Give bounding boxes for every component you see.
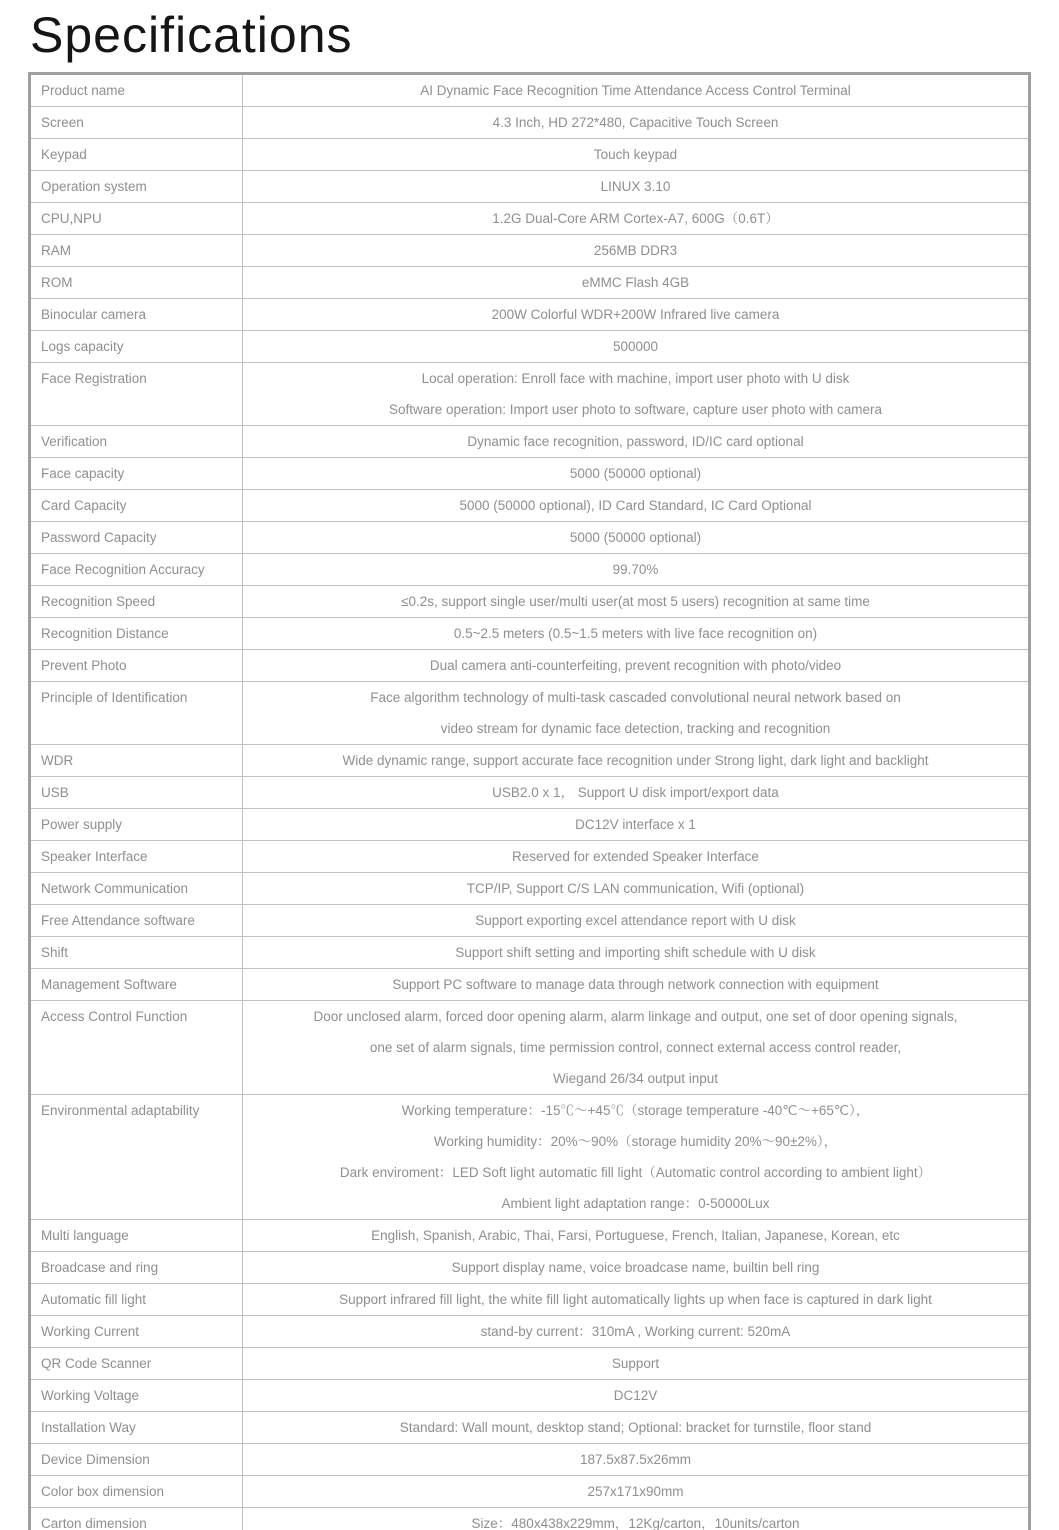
spec-value (243, 969, 1030, 1001)
spec-row (30, 235, 1030, 267)
spec-label: Operation system (30, 171, 243, 203)
spec-label: Device Dimension (30, 1444, 243, 1476)
spec-row (30, 1444, 1030, 1476)
spec-value (243, 1095, 1030, 1220)
spec-value (243, 554, 1030, 586)
spec-value-line: 1.2G Dual-Core ARM Cortex-A7, 600G（0.6T） (492, 211, 779, 226)
spec-label: Screen (30, 107, 243, 139)
spec-label: Face Registration (30, 363, 243, 426)
spec-value-line: Dynamic face recognition, password, ID/IC card optional (467, 434, 804, 449)
spec-label: Card Capacity (30, 490, 243, 522)
spec-row (30, 1508, 1030, 1530)
spec-label: Face capacity (30, 458, 243, 490)
spec-value-line: Software operation: Import user photo to software, capture user photo with camera (388, 402, 882, 417)
spec-label: Keypad (30, 139, 243, 171)
spec-value-line: Support PC software to manage data through network connection with equipment (392, 977, 879, 992)
spec-value (243, 937, 1030, 969)
spec-label: Management Software (30, 969, 243, 1001)
spec-value (243, 299, 1030, 331)
spec-label: Carton dimension (30, 1508, 243, 1530)
spec-row (30, 777, 1030, 809)
spec-value-line: Wide dynamic range, support accurate face recognition under Strong light, dark light and backlight (342, 753, 929, 768)
spec-row (30, 969, 1030, 1001)
spec-label: Principle of Identification (30, 682, 243, 745)
spec-label: Face Recognition Accuracy (30, 554, 243, 586)
spec-value-line: DC12V interface x 1 (575, 817, 696, 832)
spec-row (30, 1412, 1030, 1444)
spec-label: Multi language (30, 1220, 243, 1252)
spec-label: Speaker Interface (30, 841, 243, 873)
spec-value (243, 74, 1030, 107)
spec-label: Network Communication (30, 873, 243, 905)
spec-value (243, 522, 1030, 554)
spec-row (30, 426, 1030, 458)
spec-value-line: DC12V (613, 1388, 658, 1403)
spec-label: Recognition Speed (30, 586, 243, 618)
spec-value-line: Support shift setting and importing shift schedule with U disk (455, 945, 816, 960)
spec-value-line: TCP/IP, Support C/S LAN communication, Wifi (optional) (466, 881, 805, 896)
spec-row (30, 299, 1030, 331)
spec-value (243, 745, 1030, 777)
spec-value (243, 841, 1030, 873)
spec-label: ROM (30, 267, 243, 299)
spec-value-line: USB2.0 x 1， Support U disk import/export data (492, 785, 779, 800)
spec-value (243, 809, 1030, 841)
spec-row (30, 873, 1030, 905)
specifications-table-body (30, 74, 1030, 1530)
spec-row (30, 650, 1030, 682)
spec-value-line: Wiegand 26/34 output input (552, 1071, 719, 1086)
spec-value-line: video stream for dynamic face detection, tracking and recognition (440, 721, 831, 736)
spec-value (243, 331, 1030, 363)
spec-value (243, 873, 1030, 905)
spec-value (243, 1508, 1030, 1530)
spec-value-line: stand-by current：310mA , Working current: 520mA (480, 1324, 791, 1339)
spec-row (30, 74, 1030, 107)
spec-row (30, 1316, 1030, 1348)
spec-label: RAM (30, 235, 243, 267)
spec-label: Free Attendance software (30, 905, 243, 937)
spec-value (243, 107, 1030, 139)
specifications-table (28, 72, 1031, 1530)
spec-label: Password Capacity (30, 522, 243, 554)
spec-value (243, 139, 1030, 171)
spec-row (30, 522, 1030, 554)
spec-value-line: Size：480x438x229mm，12Kg/carton，10units/carton (471, 1516, 800, 1530)
spec-value (243, 1284, 1030, 1316)
spec-row (30, 490, 1030, 522)
spec-row (30, 107, 1030, 139)
spec-row (30, 1252, 1030, 1284)
spec-row (30, 905, 1030, 937)
spec-value-line: 4.3 Inch, HD 272*480, Capacitive Touch Screen (492, 115, 779, 130)
spec-label: Broadcase and ring (30, 1252, 243, 1284)
spec-value-line: Dual camera anti-counterfeiting, prevent recognition with photo/video (429, 658, 842, 673)
spec-label: Prevent Photo (30, 650, 243, 682)
spec-value (243, 586, 1030, 618)
spec-value (243, 1252, 1030, 1284)
spec-label: Verification (30, 426, 243, 458)
spec-value-line: English, Spanish, Arabic, Thai, Farsi, Portuguese, French, Italian, Japanese, Korean, etc (371, 1228, 900, 1243)
spec-label: Automatic fill light (30, 1284, 243, 1316)
spec-value (243, 267, 1030, 299)
spec-value (243, 650, 1030, 682)
spec-value-line: Door unclosed alarm, forced door opening alarm, alarm linkage and output, one set of door opening signals, (313, 1009, 958, 1024)
spec-value-line: AI Dynamic Face Recognition Time Attendance Access Control Terminal (420, 83, 851, 98)
spec-label: Power supply (30, 809, 243, 841)
spec-row (30, 363, 1030, 426)
spec-row (30, 1001, 1030, 1095)
spec-value-line: Dark enviroment：LED Soft light automatic fill light（Automatic control according to ambient light） (339, 1165, 932, 1180)
spec-label: Access Control Function (30, 1001, 243, 1095)
spec-label: Binocular camera (30, 299, 243, 331)
spec-row (30, 171, 1030, 203)
spec-value (243, 618, 1030, 650)
spec-row (30, 1095, 1030, 1220)
spec-row (30, 139, 1030, 171)
spec-label: USB (30, 777, 243, 809)
spec-row (30, 267, 1030, 299)
spec-value-line: Touch keypad (593, 147, 678, 162)
spec-value-line: 5000 (50000 optional) (569, 466, 702, 481)
spec-value (243, 682, 1030, 745)
spec-value-line: 257x171x90mm (587, 1484, 684, 1499)
spec-label: Recognition Distance (30, 618, 243, 650)
spec-value (243, 203, 1030, 235)
spec-value-line: Support display name, voice broadcase name, builtin bell ring (451, 1260, 820, 1275)
spec-label: Logs capacity (30, 331, 243, 363)
spec-value-line: eMMC Flash 4GB (581, 275, 690, 290)
spec-value (243, 1444, 1030, 1476)
spec-value-line: Support infrared fill light, the white fill light automatically lights up when face is captured in dark light (339, 1292, 932, 1307)
spec-value-line: 200W Colorful WDR+200W Infrared live camera (491, 307, 780, 322)
spec-label: Shift (30, 937, 243, 969)
spec-value-line: Working humidity：20%～90%（storage humidity 20%～90±2%）， (433, 1134, 838, 1149)
spec-row (30, 841, 1030, 873)
spec-value (243, 490, 1030, 522)
spec-value (243, 1348, 1030, 1380)
spec-label: WDR (30, 745, 243, 777)
spec-value-line: Support (611, 1356, 660, 1371)
spec-value-line: Face algorithm technology of multi-task cascaded convolutional neural network based on (370, 690, 901, 705)
spec-label: QR Code Scanner (30, 1348, 243, 1380)
spec-value (243, 363, 1030, 426)
spec-value (243, 1412, 1030, 1444)
spec-value-line: one set of alarm signals, time permission control, connect external access control reader, (369, 1040, 902, 1055)
spec-label: Product name (30, 74, 243, 107)
spec-label: Working Current (30, 1316, 243, 1348)
spec-value (243, 458, 1030, 490)
spec-value-line: 5000 (50000 optional) (569, 530, 702, 545)
spec-row (30, 554, 1030, 586)
spec-row (30, 618, 1030, 650)
spec-label: Color box dimension (30, 1476, 243, 1508)
spec-label: Environmental adaptability (30, 1095, 243, 1220)
spec-value-line: ≤0.2s, support single user/multi user(at most 5 users) recognition at same time (401, 594, 870, 609)
spec-value-line: 99.70% (612, 562, 659, 577)
spec-value-line: Working temperature：-15℃～+45℃（storage temperature -40℃～+65℃）， (401, 1103, 870, 1118)
spec-value-line: Reserved for extended Speaker Interface (512, 849, 759, 864)
spec-value-line: 187.5x87.5x26mm (579, 1452, 692, 1467)
spec-value (243, 426, 1030, 458)
spec-row (30, 1284, 1030, 1316)
spec-value-line: 0.5~2.5 meters (0.5~1.5 meters with live face recognition on) (453, 626, 818, 641)
spec-row (30, 937, 1030, 969)
spec-value-line: Standard: Wall mount, desktop stand; Optional: bracket for turnstile, floor stand (399, 1420, 872, 1435)
spec-row (30, 1476, 1030, 1508)
spec-label: CPU,NPU (30, 203, 243, 235)
spec-row (30, 745, 1030, 777)
spec-value (243, 1476, 1030, 1508)
spec-row (30, 1348, 1030, 1380)
spec-value (243, 1001, 1030, 1095)
spec-row (30, 1380, 1030, 1412)
spec-row (30, 809, 1030, 841)
spec-value-line: LINUX 3.10 (600, 179, 671, 194)
spec-value (243, 235, 1030, 267)
spec-value-line: Local operation: Enroll face with machine, import user photo with U disk (421, 371, 850, 386)
spec-row (30, 682, 1030, 745)
spec-value-line: 256MB DDR3 (593, 243, 678, 258)
spec-value (243, 777, 1030, 809)
spec-label: Installation Way (30, 1412, 243, 1444)
spec-row (30, 458, 1030, 490)
spec-value (243, 1316, 1030, 1348)
spec-value (243, 1380, 1030, 1412)
spec-value-line: 5000 (50000 optional), ID Card Standard, IC Card Optional (459, 498, 812, 513)
spec-value-line: Support exporting excel attendance report with U disk (475, 913, 796, 928)
spec-row (30, 331, 1030, 363)
spec-value (243, 1220, 1030, 1252)
spec-value (243, 905, 1030, 937)
spec-row (30, 586, 1030, 618)
spec-value-line: Ambient light adaptation range：0-50000Lux (501, 1196, 770, 1211)
spec-value-line: 500000 (612, 339, 659, 354)
spec-row (30, 1220, 1030, 1252)
spec-row (30, 203, 1030, 235)
spec-label: Working Voltage (30, 1380, 243, 1412)
page-title: Specifications (30, 7, 353, 63)
spec-value (243, 171, 1030, 203)
